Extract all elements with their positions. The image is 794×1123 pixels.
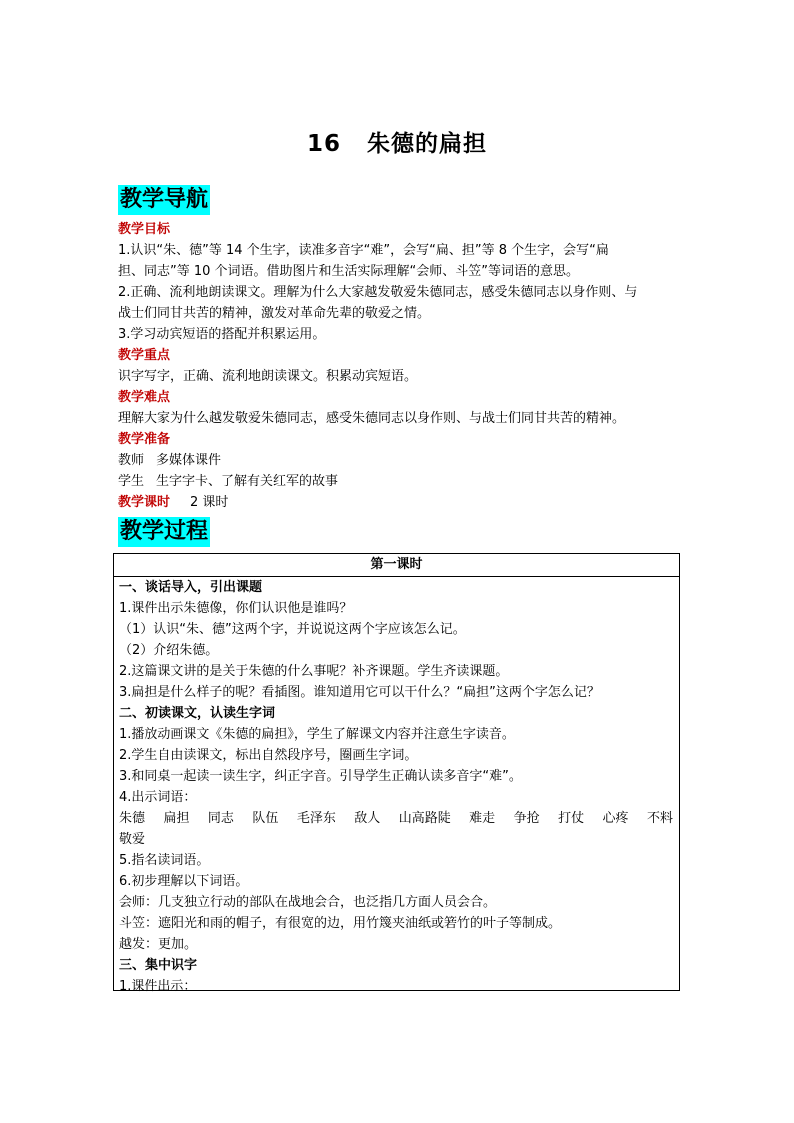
vocab-word: 心疼 — [602, 811, 629, 826]
vocab-word: 山高路陡 — [398, 811, 451, 826]
lesson-process-table — [113, 553, 680, 994]
vocab-word: 不料 — [646, 811, 673, 826]
vocab-word: 朱德 — [119, 811, 146, 826]
hours-value: 2 课时 — [190, 495, 229, 510]
teaching-process-heading: 教学过程 — [118, 517, 210, 547]
section-2-line: 2.学生自由读课文，标出自然段序号，圈画生字词。 — [119, 748, 418, 763]
section-2-line: 6.初步理解以下词语。 — [119, 874, 249, 889]
class-hours — [118, 492, 678, 513]
preparation-teacher — [118, 450, 678, 471]
hours-label: 教学课时 — [118, 495, 171, 510]
lesson-title — [0, 125, 794, 158]
student-role: 学生 — [118, 474, 145, 489]
section-2-line: 4.出示词语： — [119, 790, 197, 805]
difficulty-label: 教学难点 — [118, 390, 171, 405]
section-3-line: 1.课件出示： — [119, 979, 197, 994]
section-2-line: 5.指名读词语。 — [119, 853, 210, 868]
section-1-line: （1）认识“朱、德”这两个字，并说说这两个字应该怎么记。 — [119, 622, 466, 637]
goal-line: 3.学习动宾短语的搭配并积累运用。 — [118, 327, 326, 342]
vocab-word: 争抢 — [513, 811, 540, 826]
period-title: 第一课时 — [114, 554, 679, 577]
section-1-line: 2.这篇课文讲的是关于朱德的什么事呢？补齐课题。学生齐读课题。 — [119, 664, 509, 679]
definition-line: 越发：更加。 — [119, 937, 198, 952]
goals-label: 教学目标 — [118, 222, 171, 237]
preparation-label: 教学准备 — [118, 432, 171, 447]
teacher-materials: 多媒体课件 — [156, 453, 222, 468]
key-points-text: 识字写字，正确、流利地朗读课文。积累动宾短语。 — [118, 369, 418, 384]
section-1-line: 3.扁担是什么样子的呢？看插图。谁知道用它可以干什么？“扁担”这两个字怎么记？ — [119, 685, 600, 700]
section-2-line: 1.播放动画课文《朱德的扁担》，学生了解课文内容并注意生字读音。 — [119, 727, 515, 742]
period-content — [114, 577, 679, 997]
vocab-word: 同志 — [207, 811, 234, 826]
vocabulary-list — [119, 808, 679, 829]
section-2-heading: 二、初读课文，认读生字词 — [119, 706, 276, 721]
student-materials: 生字字卡、了解有关红军的故事 — [156, 474, 339, 489]
goal-line: 担、同志”等 10 个词语。借助图片和生活实际理解“会师、斗笠”等词语的意思。 — [118, 264, 580, 279]
definition-line: 斗笠：遮阳光和雨的帽子，有很宽的边，用竹篾夹油纸或箬竹的叶子等制成。 — [119, 916, 562, 931]
teaching-nav-content — [118, 219, 678, 513]
vocab-word: 毛泽东 — [296, 811, 336, 826]
vocab-word: 扁担 — [163, 811, 190, 826]
teacher-role: 教师 — [118, 453, 145, 468]
section-3-heading: 三、集中识字 — [119, 958, 198, 973]
vocab-word: 敌人 — [354, 811, 381, 826]
difficulty-text: 理解大家为什么越发敬爱朱德同志，感受朱德同志以身作则、与战士们同甘共苦的精神。 — [118, 411, 626, 426]
teaching-nav-heading: 教学导航 — [118, 185, 210, 215]
goal-line: 战士们同甘共苦的精神，激发对革命先辈的敬爱之情。 — [118, 306, 431, 321]
lesson-title-text: 朱德的扁担 — [367, 131, 487, 157]
goal-line: 1.认识“朱、德”等 14 个生字，读准多音字“难”，会写“扁、担”等 8 个生字，会写“扁 — [118, 243, 609, 258]
goal-line: 2.正确、流利地朗读课文。理解为什么大家越发敬爱朱德同志，感受朱德同志以身作则、与 — [118, 285, 638, 300]
preparation-student — [118, 471, 678, 492]
section-2-line: 3.和同桌一起读一读生字，纠正字音。引导学生正确认读多音字“难”。 — [119, 769, 522, 784]
vocab-word: 打仗 — [558, 811, 585, 826]
vocab-word-continued: 敬爱 — [119, 832, 146, 847]
vocab-word: 队伍 — [252, 811, 279, 826]
lesson-number: 16 — [306, 131, 341, 157]
definition-line: 会师：几支独立行动的部队在战地会合，也泛指几方面人员会合。 — [119, 895, 497, 910]
section-1-heading: 一、谈话导入，引出课题 — [119, 580, 263, 595]
key-points-label: 教学重点 — [118, 348, 171, 363]
section-1-line: （2）介绍朱德。 — [119, 643, 219, 658]
section-1-line: 1.课件出示朱德像，你们认识他是谁吗？ — [119, 601, 353, 616]
vocab-word: 难走 — [469, 811, 496, 826]
